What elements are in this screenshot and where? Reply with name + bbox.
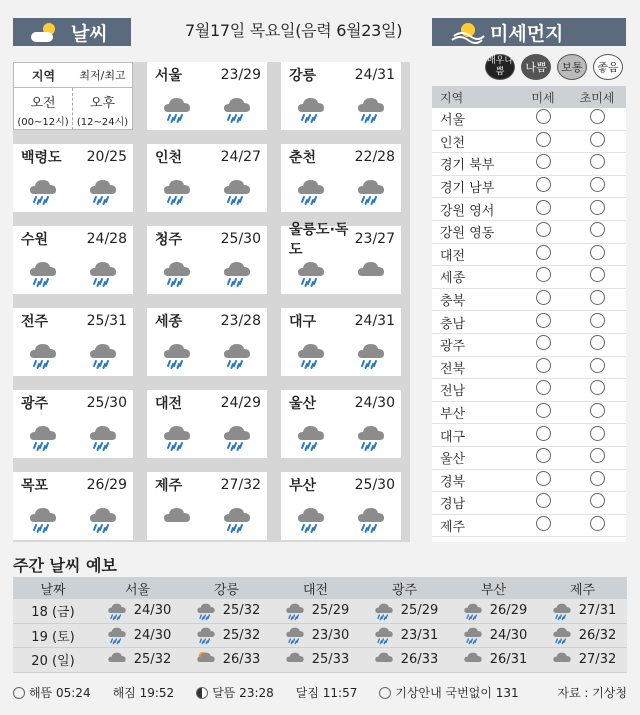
- dust-region: 제주: [440, 519, 466, 535]
- pm25-indicator: [590, 245, 605, 260]
- weekly-header-city: 제주: [569, 582, 596, 598]
- pm25-indicator: [590, 448, 605, 463]
- dust-header: [432, 86, 626, 108]
- dust-region: 경남: [440, 497, 466, 513]
- cloud-icon: [104, 650, 130, 670]
- city-weather-grid: [13, 62, 410, 542]
- rain-icon: [218, 176, 256, 206]
- weekly-date: 20 (일): [31, 654, 75, 670]
- pm25-indicator: [590, 200, 605, 215]
- city-temp: 26/29: [86, 476, 127, 493]
- rain-icon: [352, 176, 390, 206]
- rain-icon: [104, 625, 130, 645]
- city-temp: 22/28: [354, 148, 395, 165]
- dust-table: [432, 86, 626, 542]
- dust-title: 미세먼지: [490, 22, 564, 45]
- dust-region: 울산: [440, 452, 466, 468]
- legend-am-sub: (00~12시): [17, 117, 69, 128]
- pm10-indicator: [536, 245, 551, 260]
- cloud-icon: [371, 650, 397, 670]
- weekly-cell: [93, 650, 182, 670]
- pm10-indicator: [536, 358, 551, 373]
- rain-icon: [352, 422, 390, 452]
- pm25-indicator: [590, 426, 605, 441]
- dust-header-region: 지역: [440, 90, 464, 105]
- rain-icon: [193, 601, 219, 621]
- rain-icon: [158, 422, 196, 452]
- rain-icon: [158, 176, 196, 206]
- city-card: [147, 308, 267, 376]
- legend-region: 지역: [31, 68, 56, 83]
- weekly-cell: [360, 650, 449, 670]
- dust-row: [432, 108, 626, 131]
- source: 자료 : 기상청: [557, 686, 627, 700]
- pm25-indicator: [590, 132, 605, 147]
- sun-cloud-icon: [193, 650, 219, 670]
- city-name: 전주: [21, 313, 49, 330]
- city-name: 수원: [21, 231, 49, 248]
- weekly-header-city: 서울: [124, 582, 151, 598]
- dust-row: [432, 357, 626, 380]
- rain-icon: [371, 601, 397, 621]
- pm25-indicator: [590, 516, 605, 531]
- weekly-temp: 23/31: [400, 627, 439, 643]
- dust-row: [432, 402, 626, 425]
- weekly-cell: [360, 601, 449, 621]
- city-card: [147, 390, 267, 458]
- city-name: 강릉: [289, 67, 317, 84]
- city-card: [147, 472, 267, 540]
- pm25-indicator: [590, 267, 605, 282]
- weekly-header-city: 광주: [391, 582, 418, 598]
- rain-icon: [24, 340, 62, 370]
- pm25-indicator: [590, 403, 605, 418]
- city-card: [13, 308, 133, 376]
- city-card: [281, 390, 401, 458]
- city-card: [13, 226, 133, 294]
- dust-region: 전남: [440, 384, 466, 400]
- weekly-temp: 27/32: [578, 652, 617, 668]
- city-card: [281, 308, 401, 376]
- weekly-cell: [360, 625, 449, 645]
- phone-icon: [379, 687, 391, 699]
- weekly-row: [13, 648, 627, 673]
- pm10-indicator: [536, 493, 551, 508]
- weekly-header-city: 부산: [480, 582, 507, 598]
- city-name: 목포: [21, 477, 49, 494]
- dust-region: 부산: [440, 407, 466, 423]
- weekly-cell: [271, 601, 360, 621]
- pm10-indicator: [536, 335, 551, 350]
- city-name: 백령도: [21, 149, 62, 166]
- dust-header-pm25: 초미세: [579, 90, 615, 105]
- badge-bad: 나쁨: [521, 54, 551, 80]
- rain-icon: [24, 422, 62, 452]
- rain-icon: [292, 340, 330, 370]
- city-card: [281, 144, 401, 212]
- pm10-indicator: [536, 132, 551, 147]
- city-name: 대구: [289, 313, 317, 330]
- city-card: [147, 62, 267, 130]
- dust-row: [432, 424, 626, 447]
- weekly-cell: [93, 625, 182, 645]
- pm25-indicator: [590, 493, 605, 508]
- rain-icon: [104, 601, 130, 621]
- weekly-header-city: 대전: [302, 582, 329, 598]
- weekly-temp: 24/30: [133, 627, 172, 643]
- dust-row: [432, 492, 626, 515]
- city-temp: 24/27: [220, 148, 261, 165]
- city-temp: 23/28: [220, 312, 261, 329]
- city-name: 울릉도·독도: [289, 221, 349, 258]
- rain-icon: [158, 258, 196, 288]
- dust-region: 세종: [440, 271, 466, 287]
- dust-row: [432, 447, 626, 470]
- city-card: [281, 221, 401, 294]
- badge-normal: 보통: [557, 54, 587, 80]
- sun-cloud-icon: [27, 20, 65, 44]
- city-name: 부산: [289, 477, 317, 494]
- city-temp: 24/31: [354, 312, 395, 329]
- badge-good: 좋음: [593, 54, 623, 80]
- dust-region: 경기 북부: [440, 158, 495, 174]
- dust-row: [432, 176, 626, 199]
- dust-row: [432, 289, 626, 312]
- dust-row: [432, 221, 626, 244]
- dust-row: [432, 244, 626, 267]
- city-name: 울산: [289, 395, 317, 412]
- city-temp: 25/30: [220, 230, 261, 247]
- rain-icon: [352, 504, 390, 534]
- weekly-cell: [538, 601, 627, 621]
- dust-row: [432, 334, 626, 357]
- city-name: 제주: [155, 477, 183, 494]
- weekly-temp: 25/33: [311, 652, 350, 668]
- pm10-indicator: [536, 154, 551, 169]
- sunrise: 해뜸 05:24: [29, 686, 91, 700]
- dust-row: [432, 379, 626, 402]
- dust-header-pm10: 미세: [531, 90, 555, 105]
- city-temp: 20/25: [86, 148, 127, 165]
- city-name: 서울: [155, 67, 183, 84]
- pm25-indicator: [590, 358, 605, 373]
- weekly-date: 19 (토): [31, 629, 75, 645]
- weather-title-bar: [13, 18, 131, 46]
- weekly-cell: [538, 650, 627, 670]
- pm25-indicator: [590, 335, 605, 350]
- footer: [13, 684, 627, 701]
- legend-pm-sub: (12~24시): [76, 117, 129, 128]
- weekly-date: 18 (금): [31, 605, 75, 621]
- weekly-row: [13, 624, 627, 649]
- legend-am: 오전: [30, 96, 56, 111]
- weekly-table: [13, 577, 627, 673]
- weather-info: 기상안내 국번없이 131: [395, 686, 519, 700]
- pm10-indicator: [536, 290, 551, 305]
- pm25-indicator: [590, 177, 605, 192]
- rain-icon: [352, 340, 390, 370]
- city-name: 춘천: [289, 149, 317, 166]
- city-temp: 25/31: [86, 312, 127, 329]
- city-name: 청주: [155, 231, 183, 248]
- dust-row: [432, 515, 626, 538]
- rain-icon: [292, 94, 330, 124]
- pm25-indicator: [590, 154, 605, 169]
- city-card: [13, 472, 133, 540]
- cloud-icon: [282, 650, 308, 670]
- rain-icon: [84, 504, 122, 534]
- rain-icon: [292, 176, 330, 206]
- rain-icon: [292, 422, 330, 452]
- dust-region: 광주: [440, 339, 466, 355]
- rain-icon: [84, 422, 122, 452]
- weekly-cell: [538, 625, 627, 645]
- dust-region: 대전: [440, 248, 466, 264]
- dust-region: 대구: [440, 429, 466, 445]
- weekly-temp: 26/31: [489, 652, 528, 668]
- weekly-cell: [271, 650, 360, 670]
- rain-icon: [218, 258, 256, 288]
- rain-icon: [84, 258, 122, 288]
- pm10-indicator: [536, 177, 551, 192]
- date-line: 7월17일 목요일(음력 6월23일): [185, 21, 403, 40]
- rain-icon: [24, 504, 62, 534]
- rain-icon: [549, 601, 575, 621]
- dust-region: 경북: [440, 474, 466, 490]
- weekly-temp: 26/29: [489, 603, 528, 619]
- city-card: [147, 144, 267, 212]
- city-card: [281, 62, 401, 130]
- weekly-temp: 27/31: [578, 603, 617, 619]
- rain-icon: [549, 625, 575, 645]
- pm10-indicator: [536, 380, 551, 395]
- pm10-indicator: [536, 267, 551, 282]
- city-temp: 25/30: [86, 394, 127, 411]
- rain-icon: [282, 601, 308, 621]
- cloud-icon: [352, 258, 390, 288]
- rain-icon: [460, 625, 486, 645]
- dust-region: 충북: [440, 294, 466, 310]
- dust-row: [432, 198, 626, 221]
- legend-minmax: 최저/최고: [79, 69, 126, 82]
- weekly-cell: [182, 601, 271, 621]
- dust-icon: [450, 20, 486, 44]
- city-temp: 23/29: [220, 66, 261, 83]
- city-temp: 24/28: [86, 230, 127, 247]
- sun-icon: [13, 687, 25, 699]
- rain-icon: [84, 340, 122, 370]
- dust-row: [432, 470, 626, 493]
- city-temp: 23/27: [354, 230, 395, 247]
- weekly-title: 주간 날씨 예보: [13, 556, 117, 575]
- pm25-indicator: [590, 471, 605, 486]
- weekly-cell: [182, 650, 271, 670]
- dust-region: 강원 영동: [440, 226, 495, 242]
- weather-title: 날씨: [71, 22, 108, 45]
- rain-icon: [371, 625, 397, 645]
- city-temp: 24/31: [354, 66, 395, 83]
- rain-icon: [193, 625, 219, 645]
- city-name: 인천: [155, 149, 183, 166]
- pm10-indicator: [536, 403, 551, 418]
- rain-icon: [218, 504, 256, 534]
- weekly-temp: 24/30: [133, 603, 172, 619]
- weekly-temp: 25/32: [133, 652, 172, 668]
- rain-icon: [292, 258, 330, 288]
- dust-legend-badges: [485, 54, 623, 80]
- rain-icon: [218, 422, 256, 452]
- rain-icon: [292, 504, 330, 534]
- weekly-row: [13, 599, 627, 624]
- dust-region: 강원 영서: [440, 203, 495, 219]
- pm25-indicator: [590, 109, 605, 124]
- weekly-header-city: 강릉: [213, 582, 240, 598]
- cloud-icon: [460, 650, 486, 670]
- dust-row: [432, 131, 626, 154]
- legend-pm: 오후: [89, 96, 116, 111]
- pm10-indicator: [536, 471, 551, 486]
- rain-icon: [460, 601, 486, 621]
- dust-region: 서울: [440, 113, 466, 129]
- weekly-temp: 26/33: [400, 652, 439, 668]
- legend-box: [13, 62, 133, 130]
- rain-icon: [218, 94, 256, 124]
- dust-region: 경기 남부: [440, 181, 495, 197]
- city-temp: 24/30: [354, 394, 395, 411]
- weekly-cell: [449, 650, 538, 670]
- pm10-indicator: [536, 426, 551, 441]
- city-card: [13, 390, 133, 458]
- city-card: [13, 144, 133, 212]
- cloud-icon: [158, 504, 196, 534]
- pm10-indicator: [536, 448, 551, 463]
- badge-very-bad: 매우나쁨: [485, 54, 515, 80]
- weekly-cell: [182, 625, 271, 645]
- weekly-temp: 25/29: [400, 603, 439, 619]
- pm25-indicator: [590, 290, 605, 305]
- weekly-temp: 25/29: [311, 603, 350, 619]
- moonrise: 달뜸 23:28: [212, 686, 274, 700]
- weekly-header-date: 날짜: [40, 582, 66, 598]
- city-card: [147, 226, 267, 294]
- dust-row: [432, 153, 626, 176]
- dust-region: 충남: [440, 316, 466, 332]
- weekly-cell: [271, 625, 360, 645]
- dust-row: [432, 266, 626, 289]
- weekly-temp: 25/32: [222, 627, 261, 643]
- weekly-cell: [449, 601, 538, 621]
- weekly-temp: 23/30: [311, 627, 350, 643]
- pm10-indicator: [536, 313, 551, 328]
- rain-icon: [158, 94, 196, 124]
- pm10-indicator: [536, 200, 551, 215]
- cloud-icon: [549, 650, 575, 670]
- rain-icon: [282, 625, 308, 645]
- city-temp: 24/29: [220, 394, 261, 411]
- weekly-cell: [93, 601, 182, 621]
- moon-icon: [196, 687, 208, 699]
- weekly-temp: 26/33: [222, 652, 261, 668]
- weekly-temp: 25/32: [222, 603, 261, 619]
- rain-icon: [158, 340, 196, 370]
- weekly-cell: [449, 625, 538, 645]
- pm10-indicator: [536, 516, 551, 531]
- moonset: 달짐 11:57: [295, 686, 358, 700]
- city-name: 대전: [155, 395, 183, 412]
- pm25-indicator: [590, 313, 605, 328]
- city-temp: 25/30: [354, 476, 395, 493]
- dust-title-bar: [432, 18, 626, 46]
- city-temp: 27/32: [220, 476, 261, 493]
- dust-region: 전북: [440, 361, 466, 377]
- city-name: 광주: [21, 395, 49, 412]
- weekly-temp: 26/32: [578, 627, 617, 643]
- rain-icon: [24, 176, 62, 206]
- city-name: 세종: [155, 313, 183, 330]
- city-card: [281, 472, 401, 540]
- weekly-header: [13, 577, 627, 599]
- pm25-indicator: [590, 380, 605, 395]
- rain-icon: [352, 94, 390, 124]
- sunset: 해짐 19:52: [112, 686, 175, 700]
- pm10-indicator: [536, 109, 551, 124]
- weekly-temp: 24/30: [489, 627, 528, 643]
- dust-row: [432, 311, 626, 334]
- pm10-indicator: [536, 222, 551, 237]
- rain-icon: [218, 340, 256, 370]
- dust-region: 인천: [440, 135, 466, 151]
- rain-icon: [84, 176, 122, 206]
- rain-icon: [24, 258, 62, 288]
- pm25-indicator: [590, 222, 605, 237]
